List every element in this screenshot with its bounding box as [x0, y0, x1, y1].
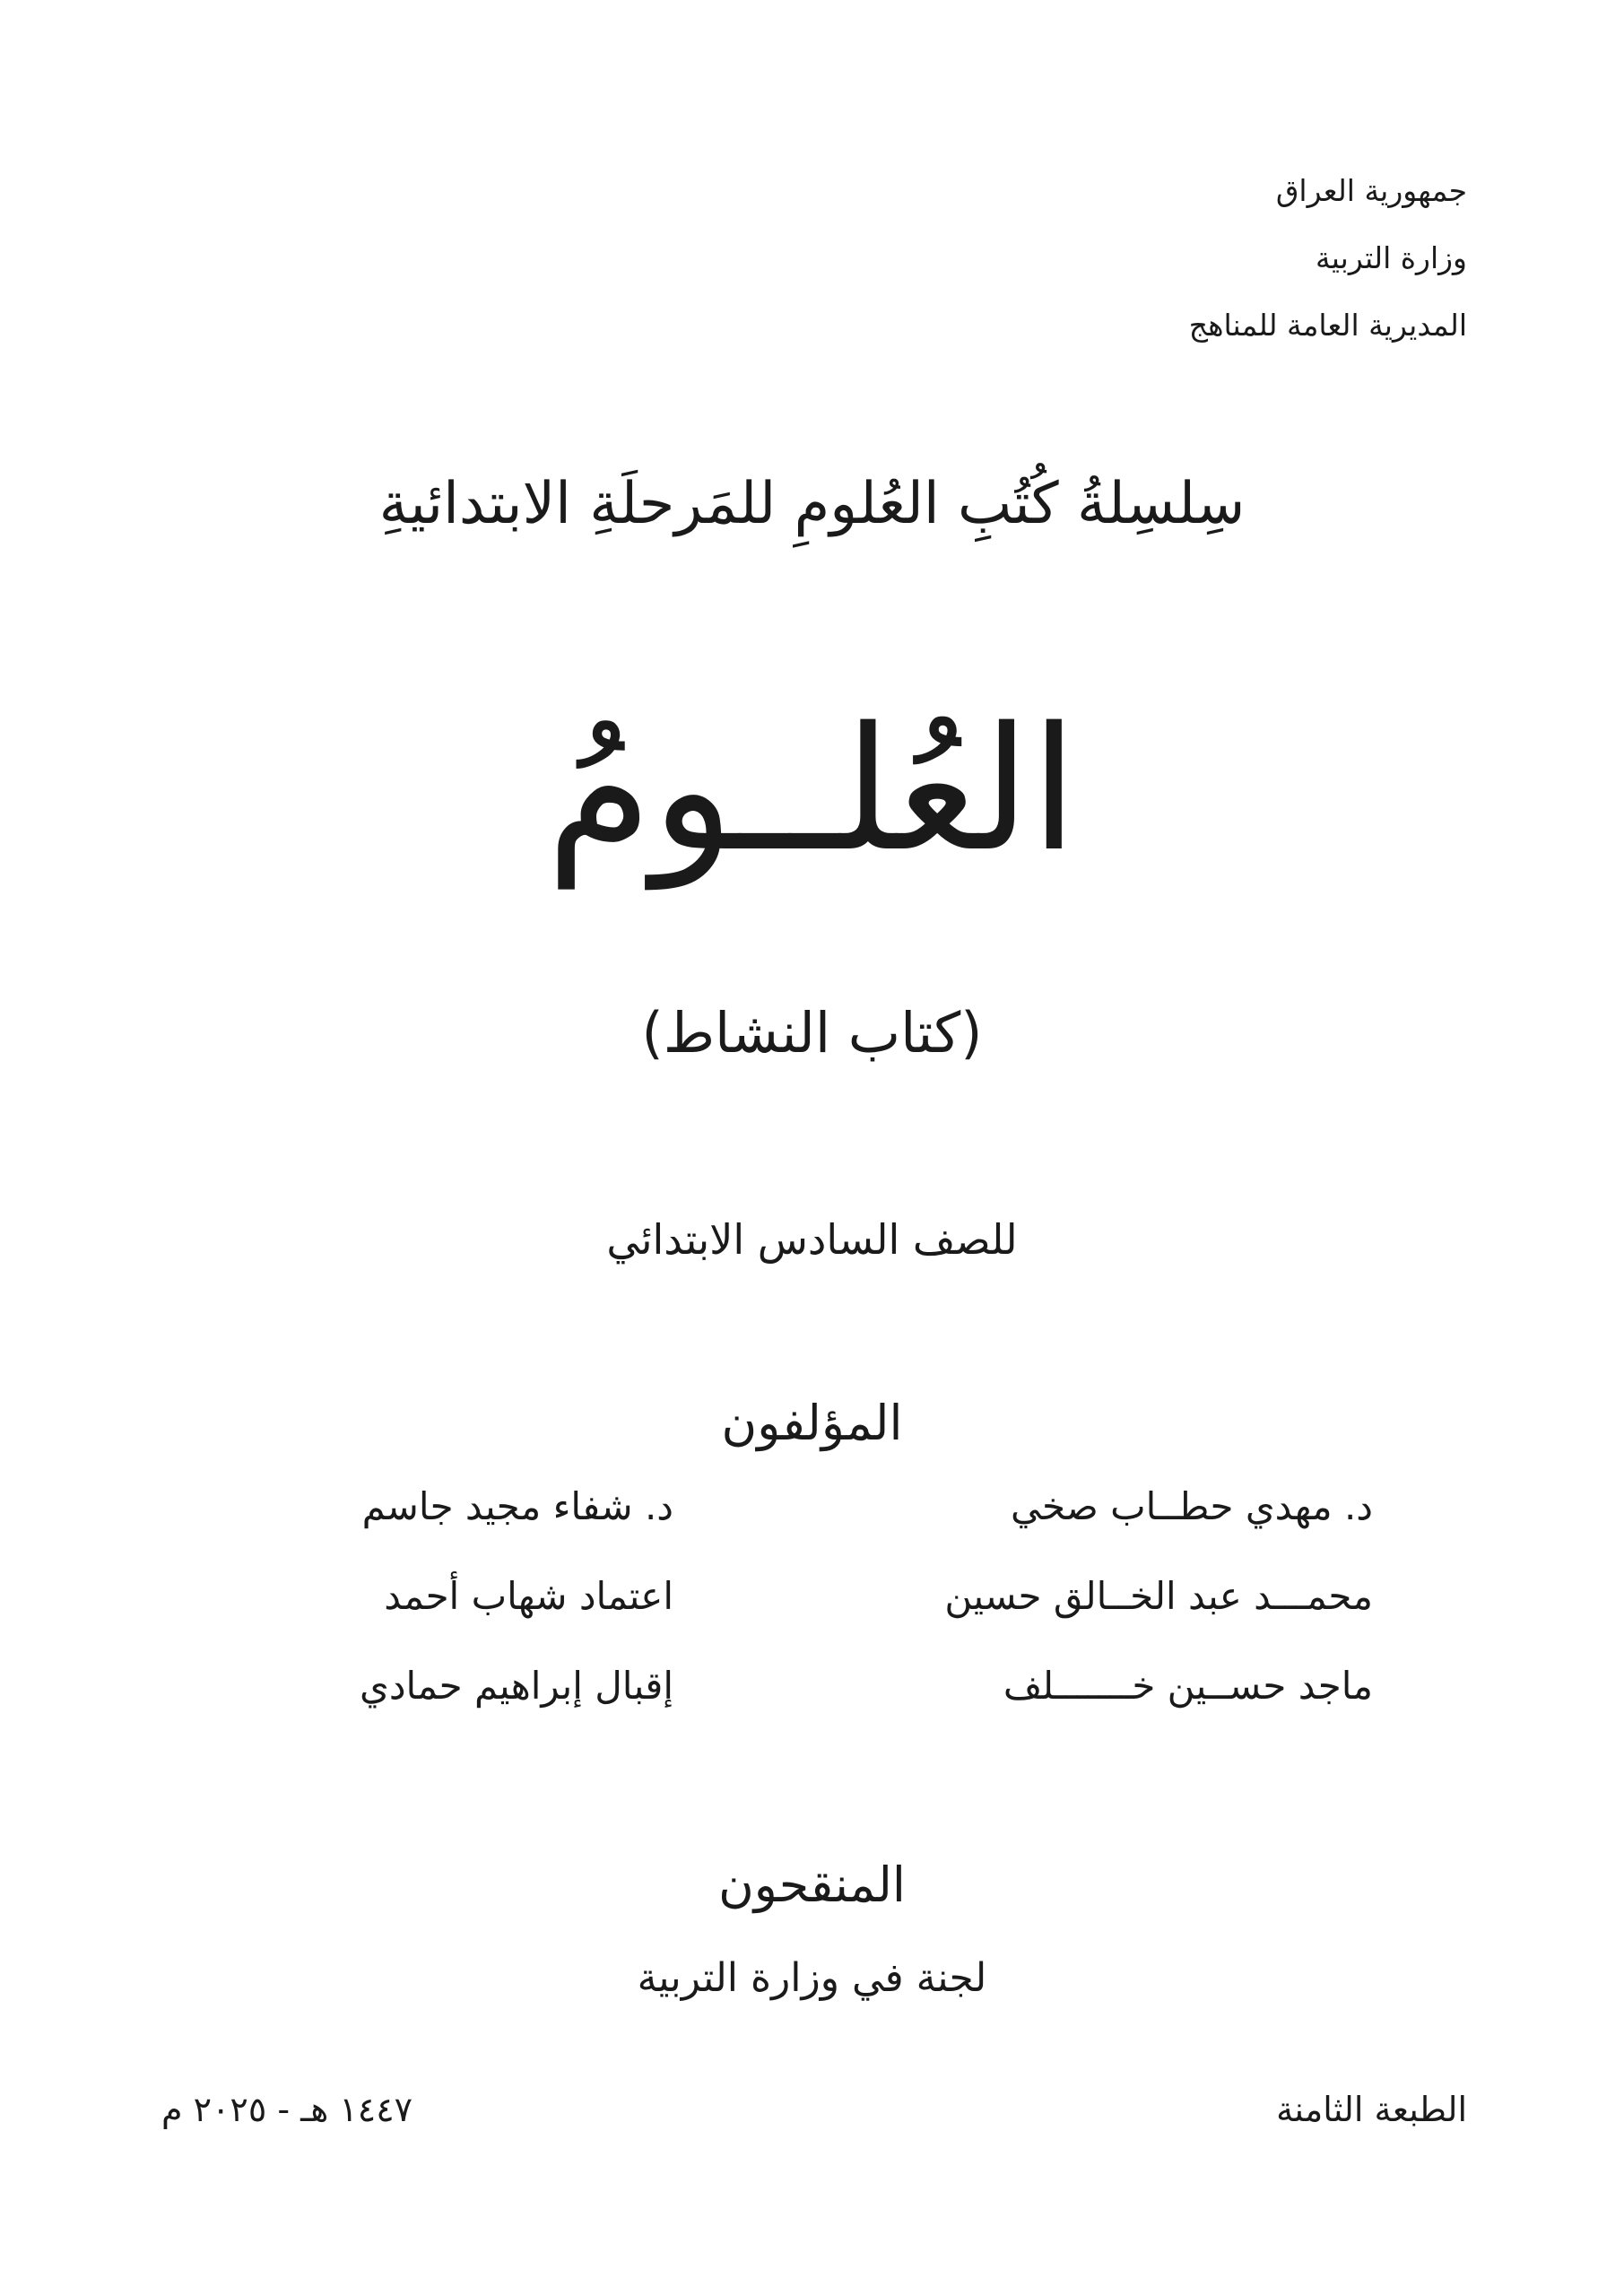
author-name: محمـــد عبد الخــالق حسين	[944, 1574, 1373, 1618]
edition-label: الطبعة الثامنة	[1276, 2090, 1467, 2129]
author-name: د. شفاء مجيد جاسم	[361, 1484, 673, 1528]
publication-date: ١٤٤٧ هـ - ٢٠٢٥ م	[161, 2090, 413, 2129]
grade-level: للصف السادس الابتدائي	[606, 1215, 1018, 1264]
reviewers-committee: لجنة في وزارة التربية	[637, 1955, 987, 2001]
author-name: اعتماد شهاب أحمد	[384, 1574, 673, 1618]
authors-heading: المؤلفون	[721, 1395, 903, 1451]
directorate-name: المديرية العامة للمناهج	[1188, 308, 1467, 343]
book-title: العُلــومُ	[546, 691, 1078, 889]
author-name: د. مهدي حطــاب صخي	[1010, 1484, 1373, 1528]
series-title: سِلسِلةُ كُتُبِ العُلومِ للمَرحلَةِ الابتدائيةِ	[378, 471, 1246, 537]
book-subtitle: (كتاب النشاط)	[641, 1000, 983, 1065]
issuing-authority	[1189, 157, 1467, 359]
author-name: ماجد حســين خـــــــلف	[1003, 1664, 1373, 1708]
country-name: جمهورية العراق	[1275, 173, 1467, 208]
author-name: إقبال إبراهيم حمادي	[359, 1664, 673, 1708]
ministry-name: وزارة التربية	[1316, 240, 1467, 275]
reviewers-heading: المنقحون	[718, 1857, 906, 1913]
